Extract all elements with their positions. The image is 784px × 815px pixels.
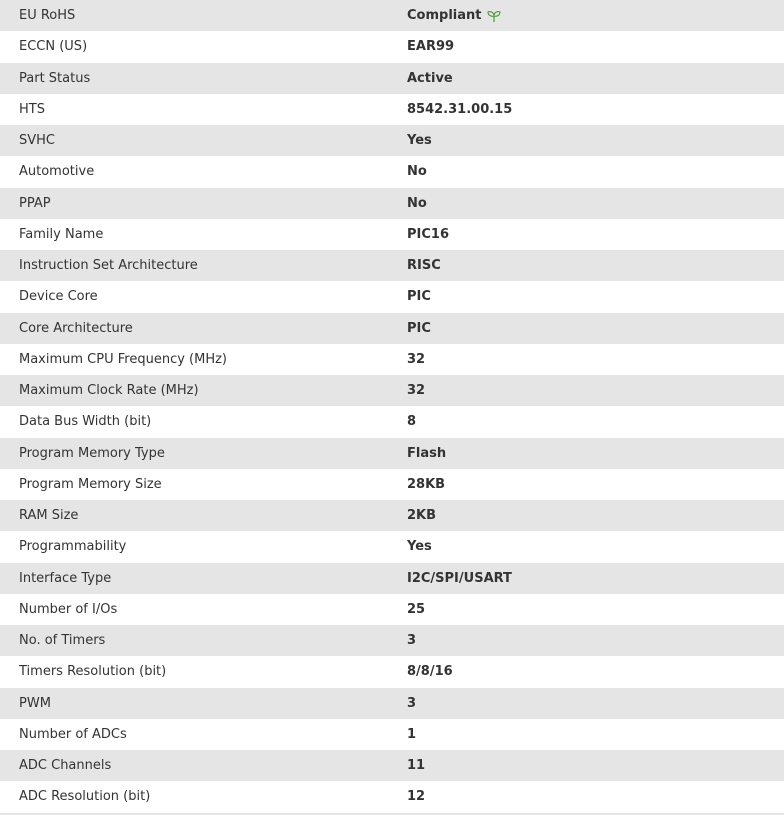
spec-label: Maximum CPU Frequency (MHz) <box>19 351 227 367</box>
spec-value: 32 <box>407 351 426 367</box>
spec-row-max-cpu-frequency <box>0 344 784 375</box>
spec-value: 8/8/16 <box>407 664 453 680</box>
spec-row-program-memory-type <box>0 438 784 469</box>
spec-label: No. of Timers <box>19 633 106 649</box>
spec-label: Device Core <box>19 289 98 305</box>
spec-value: 2KB <box>407 508 437 524</box>
spec-value-text: Compliant <box>407 8 482 24</box>
spec-row-ram-size <box>0 500 784 531</box>
spec-value: Active <box>407 70 453 86</box>
spec-row-isa <box>0 250 784 281</box>
spec-label: PWM <box>19 695 51 711</box>
spec-row-ppap <box>0 188 784 219</box>
spec-row-no-of-timers <box>0 625 784 656</box>
spec-row-svhc <box>0 125 784 156</box>
spec-value: Yes <box>407 133 432 149</box>
spec-label: Core Architecture <box>19 320 133 336</box>
spec-label: HTS <box>19 101 45 117</box>
spec-label: Program Memory Type <box>19 445 165 461</box>
spec-value: Yes <box>407 539 432 555</box>
spec-value: 1 <box>407 726 417 742</box>
spec-label: ECCN (US) <box>19 39 88 55</box>
spec-row-eu-rohs <box>0 0 784 31</box>
spec-row-program-memory-size <box>0 469 784 500</box>
spec-label: Program Memory Size <box>19 476 162 492</box>
spec-label: SVHC <box>19 133 55 149</box>
spec-value: 3 <box>407 695 417 711</box>
spec-row-programmability <box>0 531 784 562</box>
spec-label: Number of I/Os <box>19 601 118 617</box>
spec-row-automotive <box>0 156 784 187</box>
spec-value: No <box>407 164 427 180</box>
spec-row-max-clock-rate <box>0 375 784 406</box>
spec-label: Data Bus Width (bit) <box>19 414 152 430</box>
spec-row-adc-channels <box>0 750 784 781</box>
spec-value: 11 <box>407 758 426 774</box>
spec-label: ADC Resolution (bit) <box>19 789 151 805</box>
spec-value: No <box>407 195 427 211</box>
spec-value: 8542.31.00.15 <box>407 101 513 117</box>
spec-label: Instruction Set Architecture <box>19 258 198 274</box>
spec-row-data-bus-width <box>0 406 784 437</box>
spec-value: 32 <box>407 383 426 399</box>
spec-value: Flash <box>407 445 447 461</box>
spec-value: PIC <box>407 320 431 336</box>
spec-label: PPAP <box>19 195 51 211</box>
spec-value: PIC <box>407 289 431 305</box>
spec-label: Maximum Clock Rate (MHz) <box>19 383 199 399</box>
spec-row-device-core <box>0 281 784 312</box>
spec-row-adc-resolution <box>0 781 784 812</box>
spec-label: RAM Size <box>19 508 79 524</box>
spec-value: 3 <box>407 633 417 649</box>
spec-label: Timers Resolution (bit) <box>19 664 167 680</box>
spec-label: Programmability <box>19 539 127 555</box>
spec-value: I2C/SPI/USART <box>407 570 512 586</box>
spec-value: RISC <box>407 258 441 274</box>
spec-value: PIC16 <box>407 226 449 242</box>
spec-row-interface-type <box>0 563 784 594</box>
spec-row-part-status <box>0 63 784 94</box>
spec-row-number-of-ios <box>0 594 784 625</box>
spec-label: ADC Channels <box>19 758 112 774</box>
spec-row-core-architecture <box>0 313 784 344</box>
spec-row-family-name <box>0 219 784 250</box>
spec-row-hts <box>0 94 784 125</box>
spec-label: Part Status <box>19 70 91 86</box>
spec-label: Number of ADCs <box>19 726 127 742</box>
spec-value: 8 <box>407 414 417 430</box>
leaf-icon <box>487 9 501 23</box>
spec-row-pwm <box>0 688 784 719</box>
spec-row-number-of-adcs <box>0 719 784 750</box>
spec-label: Interface Type <box>19 570 112 586</box>
spec-value: EAR99 <box>407 39 455 55</box>
spec-row-timers-resolution <box>0 656 784 687</box>
spec-value: 12 <box>407 789 426 805</box>
spec-value <box>388 8 501 23</box>
spec-label: Family Name <box>19 226 104 242</box>
spec-row-eccn <box>0 31 784 62</box>
spec-label: EU RoHS <box>19 8 76 24</box>
spec-value: 28KB <box>407 476 446 492</box>
spec-value: 25 <box>407 601 426 617</box>
spec-label: Automotive <box>19 164 95 180</box>
